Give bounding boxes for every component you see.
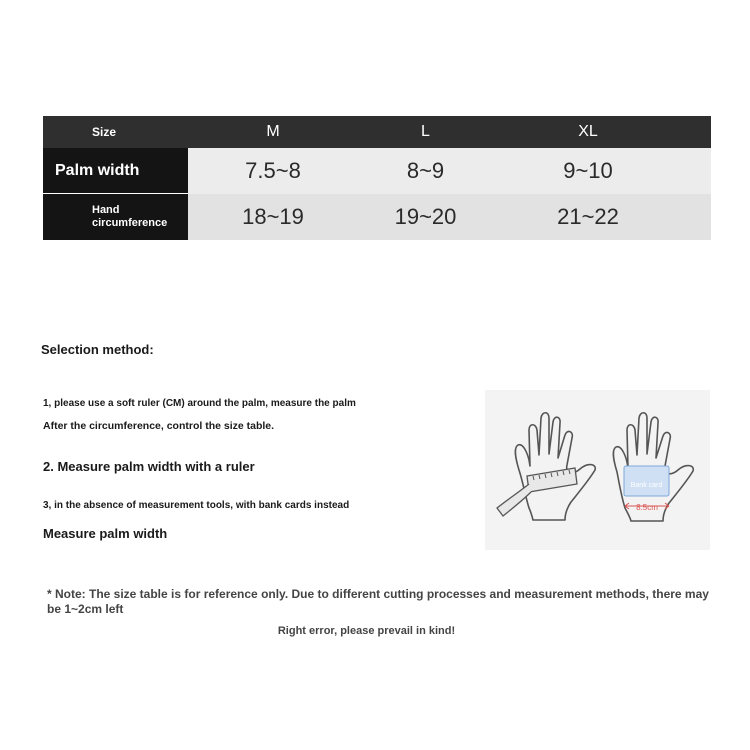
size-table — [43, 116, 711, 240]
bank-card-icon — [624, 466, 669, 496]
hand-circumference-m: 18~19 — [242, 204, 304, 229]
size-note-continued: Right error, please prevail in kind! — [277, 625, 456, 637]
palm-width-row — [43, 148, 711, 194]
hand-circumference-l: 19~20 — [394, 204, 457, 229]
step-1-text: 1, please use a soft ruler (CM) around the palm, measure the palm — [43, 398, 356, 409]
size-l-header: L — [421, 123, 430, 140]
hand-circumference-label-line2: circumference — [92, 217, 168, 229]
step-3-text: 3, in the absence of measurement tools, with bank cards instead — [43, 500, 350, 511]
size-header-label: Size — [92, 125, 117, 139]
size-m-header: M — [266, 123, 280, 140]
measure-label: 8.5cm — [636, 503, 658, 512]
hand-circumference-row — [43, 194, 711, 240]
size-note: * Note: The size table is for reference only. Due to different cutting processes and measurement methods, there may be 1~2cm left — [47, 587, 709, 616]
hand-circumference-xl: 21~22 — [557, 204, 619, 229]
measure-arrow-icon — [625, 503, 669, 512]
hands-drawing — [485, 390, 710, 550]
hand-circumference-label-line1: Hand — [92, 204, 120, 216]
step-3-continued: Measure palm width — [43, 526, 168, 541]
soft-ruler-icon — [497, 468, 577, 516]
selection-method-title: Selection method: — [41, 342, 154, 357]
bank-card-label: Bank card — [630, 482, 663, 489]
size-xl-header: XL — [578, 123, 598, 140]
palm-width-label: Palm width — [43, 148, 188, 194]
size-header-row — [43, 116, 711, 148]
hand-circumference-label — [43, 194, 188, 240]
hand-measurement-illustration — [485, 390, 710, 550]
palm-width-xl: 9~10 — [563, 158, 613, 183]
left-hand-icon — [515, 413, 595, 520]
palm-width-l: 8~9 — [406, 158, 445, 183]
step-1-continued: After the circumference, control the size table. — [43, 420, 275, 432]
step-2-text: 2. Measure palm width with a ruler — [43, 459, 255, 474]
palm-width-m: 7.5~8 — [245, 158, 301, 183]
